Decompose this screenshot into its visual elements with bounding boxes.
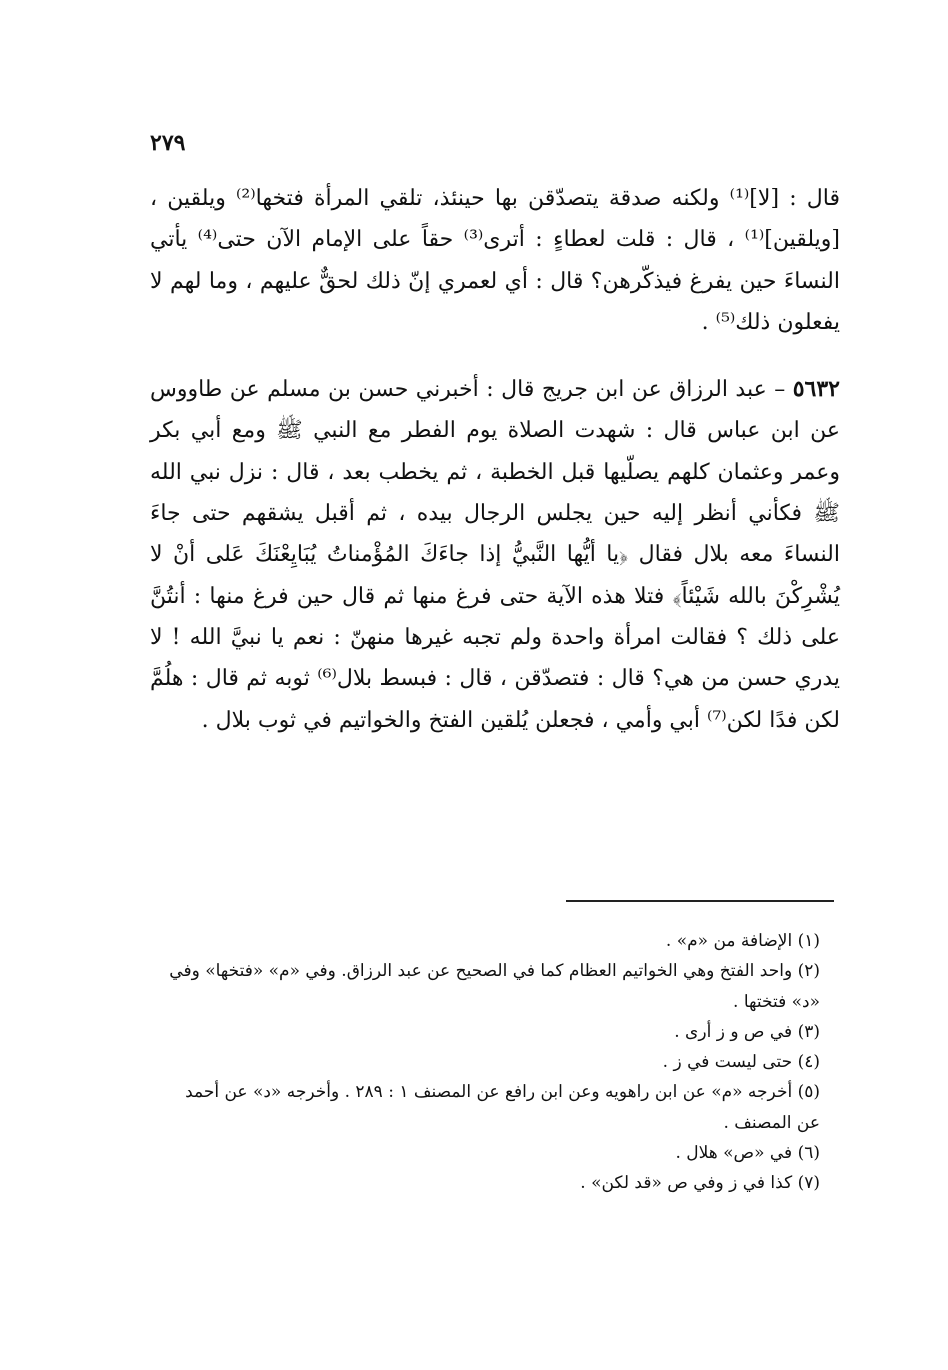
hadith-number: ٥٦٣٢	[792, 376, 840, 403]
footnote-4: (٤) حتى ليست في ز .	[662, 1052, 820, 1073]
main-text	[150, 178, 840, 741]
footnote-6: (٦) في «ص» هلال .	[675, 1143, 820, 1164]
footnote-5: (٥) أخرجه «م» عن ابن راهويه وعن ابن رافع عن المصنف ١ : ٢٨٩ . وأخرجه «د» عن أحمد عن المصنف .	[185, 1082, 820, 1133]
page-number: ٢٧٩	[150, 130, 186, 156]
footnote-2: (٢) واحد الفتخ وهي الخواتيم العظام كما في الصحيح عن عبد الرزاق. وفي «م» «فتخها» وفي «د» فتختها .	[169, 961, 820, 1012]
hadith-paragraph	[150, 369, 840, 741]
hadith-text: – عبد الرزاق عن ابن جريج قال : أخبرني حسن بن مسلم عن طاووس عن ابن عباس قال : شهدت الصلاة يوم الفطر مع النبي ﷺ ومع أبي بكر وعمر وعثمان كلهم يصلّيها قبل الخطبة ، ثم يخطب بعد ، قال : نزل نبي الله ﷺ فكأني أنظر إليه حين يجلس الرجال بيده ، ثم أقبل يشقهم حتى جاءَ النساءَ معه بلال فقال ﴿يا أيُّها النَّبيُّ إذا جاءَكَ المُؤْمناتُ يُبَايِعْنَكَ عَلى أنْ لا يُشْرِكْنَ بالله شَيْئاً﴾ فتلا هذه الآية حتى فرغ منها ثم قال حين فرغ منها : أنتُنَّ على ذلك ؟ فقالت امرأة واحدة ولم تجبه غيرها منهنّ : نعم يا نبيَّ الله ! لا يدري حسن من هي؟ قال : فتصدّقن ، قال : فبسط بلال⁽⁶⁾ ثوبه ثم قال : هلُمَّ لكن فدًا لكن⁽⁷⁾ أبي وأمي ، فجعلن يُلقين الفتخ والخواتيم في ثوب بلال .	[150, 377, 840, 733]
footnote-7: (٧) كذا في ز وفي ص «قد لكن» .	[580, 1173, 820, 1194]
footnote-1: (١) الإضافة من «م» .	[665, 931, 820, 951]
footnote-divider	[566, 900, 834, 902]
footnotes	[160, 926, 820, 1199]
paragraph-continuation: قال : [لا]⁽¹⁾ ولكنه صدقة يتصدّقن بها حينئذ، تلقي المرأة فتخها⁽²⁾ ويلقين ، [ويلقين]⁽¹⁾ ، قال : قلت لعطاءٍ : أترى⁽³⁾ حقاً على الإمام الآن حتى⁽⁴⁾ يأتي النساءَ حين يفرغ فيذكّرهن؟ قال : أي لعمري إنّ ذلك لحقٌّ عليهم ، وما لهم لا يفعلون ذلك⁽⁵⁾ .	[150, 186, 841, 335]
footnote-3: (٣) في ص و ز أرى .	[674, 1021, 820, 1042]
